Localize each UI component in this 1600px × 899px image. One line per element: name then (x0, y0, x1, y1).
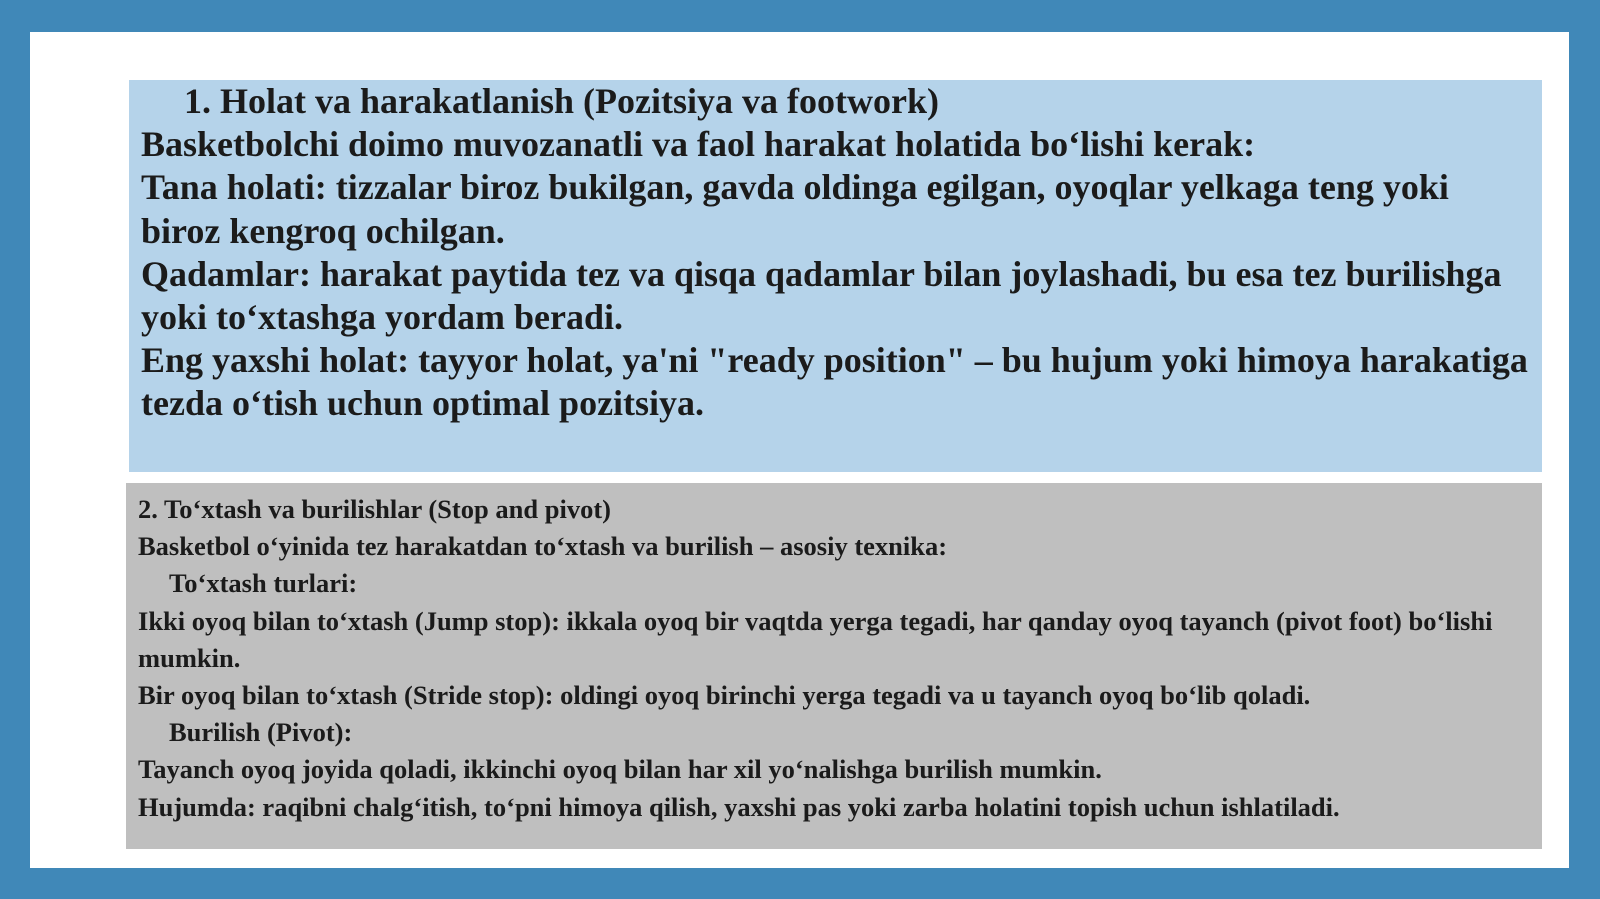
stride-stop-text: Bir oyoq bilan to‘xtash (Stride stop): oldingi oyoq birinchi yerga tegadi va u tayanch oyoq bo‘lib qoladi. (138, 680, 1311, 711)
section-footwork-intro: Basketbolchi doimo muvozanatli va faol harakat holatida bo‘lishi kerak: (141, 124, 1256, 165)
section-footwork-box (129, 80, 1542, 472)
best-position-text: Eng yaxshi holat: tayyor holat, ya'ni "ready position" – bu hujum yoki himoya harakatiga tezda o‘tish uchun optimal pozitsiya. (141, 340, 1528, 424)
section-footwork-heading: 1. Holat va harakatlanish (Pozitsiya va footwork) (184, 81, 939, 121)
pivot-description: Tayanch oyoq joyida qoladi, ikkinchi oyoq bilan har xil yo‘nalishga burilish mumkin. (138, 754, 1102, 785)
pivot-heading: Burilish (Pivot): (169, 717, 353, 748)
stop-types-heading: To‘xtash turlari: (169, 568, 358, 599)
section-stop-pivot-heading: 2. To‘xtash va burilishlar (Stop and pivot) (138, 494, 611, 524)
steps-text: Qadamlar: harakat paytida tez va qisqa qadamlar bilan joylashadi, bu esa tez burilishga yoki to‘xtashga yordam beradi. (141, 253, 1502, 338)
section-stop-pivot-intro: Basketbol o‘yinida tez harakatdan to‘xtash va burilish – asosiy texnika: (138, 531, 948, 562)
section-stop-pivot-box (126, 483, 1542, 849)
jump-stop-text: Ikki oyoq bilan to‘xtash (Jump stop): ikkala oyoq bir vaqtda yerga tegadi, har qanday oyoq tayanch (pivot foot) bo‘lishi mumkin. (138, 605, 1493, 673)
body-position-text: Tana holati: tizzalar biroz bukilgan, gavda oldinga egilgan, oyoqlar yelkaga teng yoki biroz kengroq ochilgan. (141, 167, 1449, 251)
attack-use-text: Hujumda: raqibni chalg‘itish, to‘pni himoya qilish, yaxshi pas yoki zarba holatini topish uchun ishlatiladi. (138, 791, 1340, 822)
